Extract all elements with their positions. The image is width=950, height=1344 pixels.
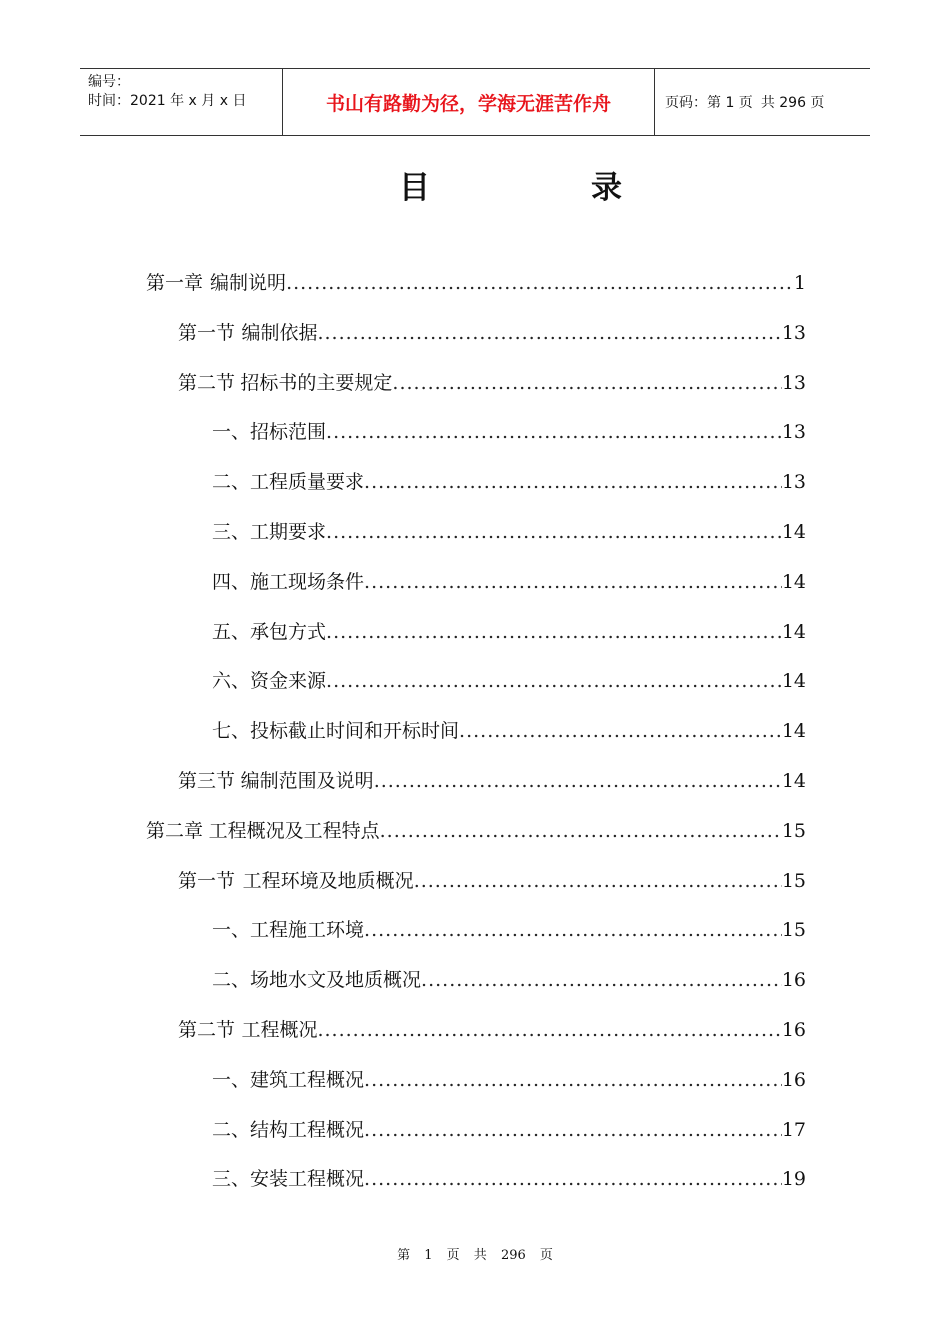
toc-entry[interactable] bbox=[212, 913, 806, 947]
toc-entry-title: 工程施工环境 bbox=[250, 919, 365, 942]
date-label: 时间：2021 年 x 月 x 日 bbox=[88, 93, 247, 109]
page-footer bbox=[0, 1244, 950, 1263]
toc-entry-page: 1 bbox=[793, 272, 806, 294]
toc-entry-title: 安装工程概况 bbox=[250, 1168, 365, 1191]
header-page-info bbox=[655, 69, 870, 135]
toc-entry[interactable] bbox=[178, 864, 806, 898]
toc-leader-dots bbox=[374, 764, 782, 798]
toc-entry[interactable] bbox=[212, 615, 806, 649]
toc-entry-label: 第二章 bbox=[146, 819, 204, 842]
toc-entry[interactable] bbox=[212, 1113, 806, 1147]
toc-entry-page: 19 bbox=[781, 1168, 806, 1191]
toc-entry-page: 17 bbox=[781, 1118, 806, 1141]
toc-entry-title: 编制依据 bbox=[241, 321, 318, 344]
toc-entry-page: 16 bbox=[781, 1068, 806, 1091]
toc-leader-dots bbox=[421, 963, 782, 997]
footer-total-pages: 296 bbox=[500, 1248, 526, 1263]
toc-entry-label: 五、 bbox=[212, 620, 251, 643]
toc-entry[interactable] bbox=[212, 963, 806, 997]
toc-entry[interactable] bbox=[212, 1063, 806, 1097]
toc-entry[interactable] bbox=[212, 465, 806, 499]
page-label: 页码：第 1 页 bbox=[665, 95, 753, 111]
header-meta bbox=[80, 69, 282, 135]
toc-entry[interactable] bbox=[178, 316, 806, 350]
toc-entry-page: 14 bbox=[781, 770, 806, 792]
toc-entry-page: 15 bbox=[781, 819, 806, 842]
toc-entry[interactable] bbox=[178, 1013, 806, 1047]
toc-leader-dots bbox=[364, 1113, 782, 1147]
toc-entry-page: 13 bbox=[781, 421, 806, 444]
toc-leader-dots bbox=[364, 465, 782, 499]
toc-leader-dots bbox=[364, 1063, 782, 1097]
toc-entry-page: 13 bbox=[781, 321, 806, 344]
toc-entry-title: 承包方式 bbox=[250, 620, 327, 643]
toc-entry-label: 第一章 bbox=[146, 272, 204, 294]
toc-entry-page: 13 bbox=[781, 371, 806, 394]
toc-entry-label: 一、 bbox=[212, 1068, 251, 1091]
toc-entry[interactable] bbox=[212, 714, 806, 748]
toc-entry-label: 三、 bbox=[212, 1168, 251, 1191]
toc-entry-page: 14 bbox=[781, 720, 806, 743]
toc-entry[interactable] bbox=[212, 565, 806, 599]
toc-leader-dots bbox=[326, 664, 782, 698]
toc-entry-page: 13 bbox=[781, 471, 806, 494]
toc-entry-label: 第二节 bbox=[178, 1019, 236, 1041]
toc-entry-title: 招标书的主要规定 bbox=[240, 371, 393, 394]
toc-leader-dots bbox=[380, 814, 782, 848]
toc-entry-label: 二、 bbox=[212, 471, 251, 494]
toc-entry[interactable] bbox=[178, 764, 806, 798]
header-motto bbox=[282, 69, 655, 135]
toc-leader-dots bbox=[392, 366, 781, 400]
toc-entry-page: 14 bbox=[781, 670, 806, 693]
toc-entry-title: 资金来源 bbox=[250, 670, 327, 693]
toc-entry-title: 编制范围及说明 bbox=[240, 770, 374, 792]
toc-entry-title: 编制说明 bbox=[210, 272, 287, 294]
footer-word-3: 共 bbox=[473, 1248, 487, 1263]
total-pages-label: 共 296 页 bbox=[760, 95, 825, 111]
toc-entry-label: 四、 bbox=[212, 570, 251, 593]
toc-leader-dots bbox=[326, 615, 782, 649]
footer-current-page: 1 bbox=[424, 1248, 433, 1263]
toc-entry-page: 15 bbox=[781, 919, 806, 942]
toc-entry[interactable] bbox=[178, 366, 806, 400]
toc-entry-title: 工程概况及工程特点 bbox=[208, 819, 380, 842]
toc-leader-dots bbox=[459, 714, 782, 748]
toc-entry-title: 结构工程概况 bbox=[250, 1118, 365, 1141]
toc-entry[interactable] bbox=[212, 664, 806, 698]
toc-entry-title: 场地水文及地质概况 bbox=[250, 969, 422, 992]
toc-leader-dots bbox=[286, 266, 794, 300]
toc-leader-dots bbox=[364, 1162, 782, 1196]
toc-entry[interactable] bbox=[146, 266, 806, 300]
title-left-char: 目 bbox=[399, 170, 432, 206]
toc-entry-label: 第一节 bbox=[178, 869, 236, 892]
toc-entry-title: 施工现场条件 bbox=[250, 570, 365, 593]
toc-entry-title: 工期要求 bbox=[250, 521, 327, 543]
toc-entry-label: 一、 bbox=[212, 421, 251, 444]
toc-entry-label: 三、 bbox=[212, 521, 251, 543]
toc-leader-dots bbox=[317, 1013, 781, 1047]
title-right-char: 录 bbox=[591, 170, 624, 206]
toc-entry[interactable] bbox=[212, 1162, 806, 1196]
toc-entry[interactable] bbox=[146, 814, 806, 848]
toc-entry-title: 招标范围 bbox=[250, 421, 327, 444]
toc-entry-page: 14 bbox=[781, 570, 806, 593]
toc-leader-dots bbox=[326, 515, 782, 549]
toc-leader-dots bbox=[364, 913, 782, 947]
toc-entry-title: 工程概况 bbox=[241, 1019, 318, 1041]
toc-entry-label: 第三节 bbox=[178, 770, 236, 792]
toc-entry-title: 工程环境及地质概况 bbox=[242, 869, 414, 892]
toc-leader-dots bbox=[414, 864, 782, 898]
toc-entry-label: 一、 bbox=[212, 919, 251, 942]
toc-entry-page: 16 bbox=[781, 969, 806, 992]
toc-entry-page: 14 bbox=[781, 521, 806, 543]
toc-entry-page: 15 bbox=[781, 869, 806, 892]
toc-entry-title: 工程质量要求 bbox=[250, 471, 365, 494]
toc-entry-label: 第二节 bbox=[178, 371, 236, 394]
toc-entry-label: 七、 bbox=[212, 720, 251, 743]
toc-leader-dots bbox=[317, 316, 781, 350]
toc-entry[interactable] bbox=[212, 415, 806, 449]
toc-entry-label: 六、 bbox=[212, 670, 251, 693]
toc-entry-label: 二、 bbox=[212, 969, 251, 992]
toc-entry[interactable] bbox=[212, 515, 806, 549]
motto-text: 书山有路勤为径，学海无涯苦作舟 bbox=[325, 92, 611, 115]
toc-entry-page: 14 bbox=[781, 620, 806, 643]
footer-word-2: 页 bbox=[446, 1248, 460, 1263]
footer-word-1: 第 bbox=[397, 1248, 411, 1263]
footer-word-4: 页 bbox=[539, 1248, 553, 1263]
toc-entry-label: 第一节 bbox=[178, 321, 236, 344]
code-label: 编号： bbox=[88, 74, 130, 90]
page-header bbox=[80, 68, 870, 136]
toc-entry-title: 投标截止时间和开标时间 bbox=[250, 720, 460, 743]
toc-entry-page: 16 bbox=[781, 1019, 806, 1041]
toc-leader-dots bbox=[364, 565, 782, 599]
toc-entry-title: 建筑工程概况 bbox=[250, 1068, 365, 1091]
toc-entry-label: 二、 bbox=[212, 1118, 251, 1141]
toc-leader-dots bbox=[326, 415, 782, 449]
